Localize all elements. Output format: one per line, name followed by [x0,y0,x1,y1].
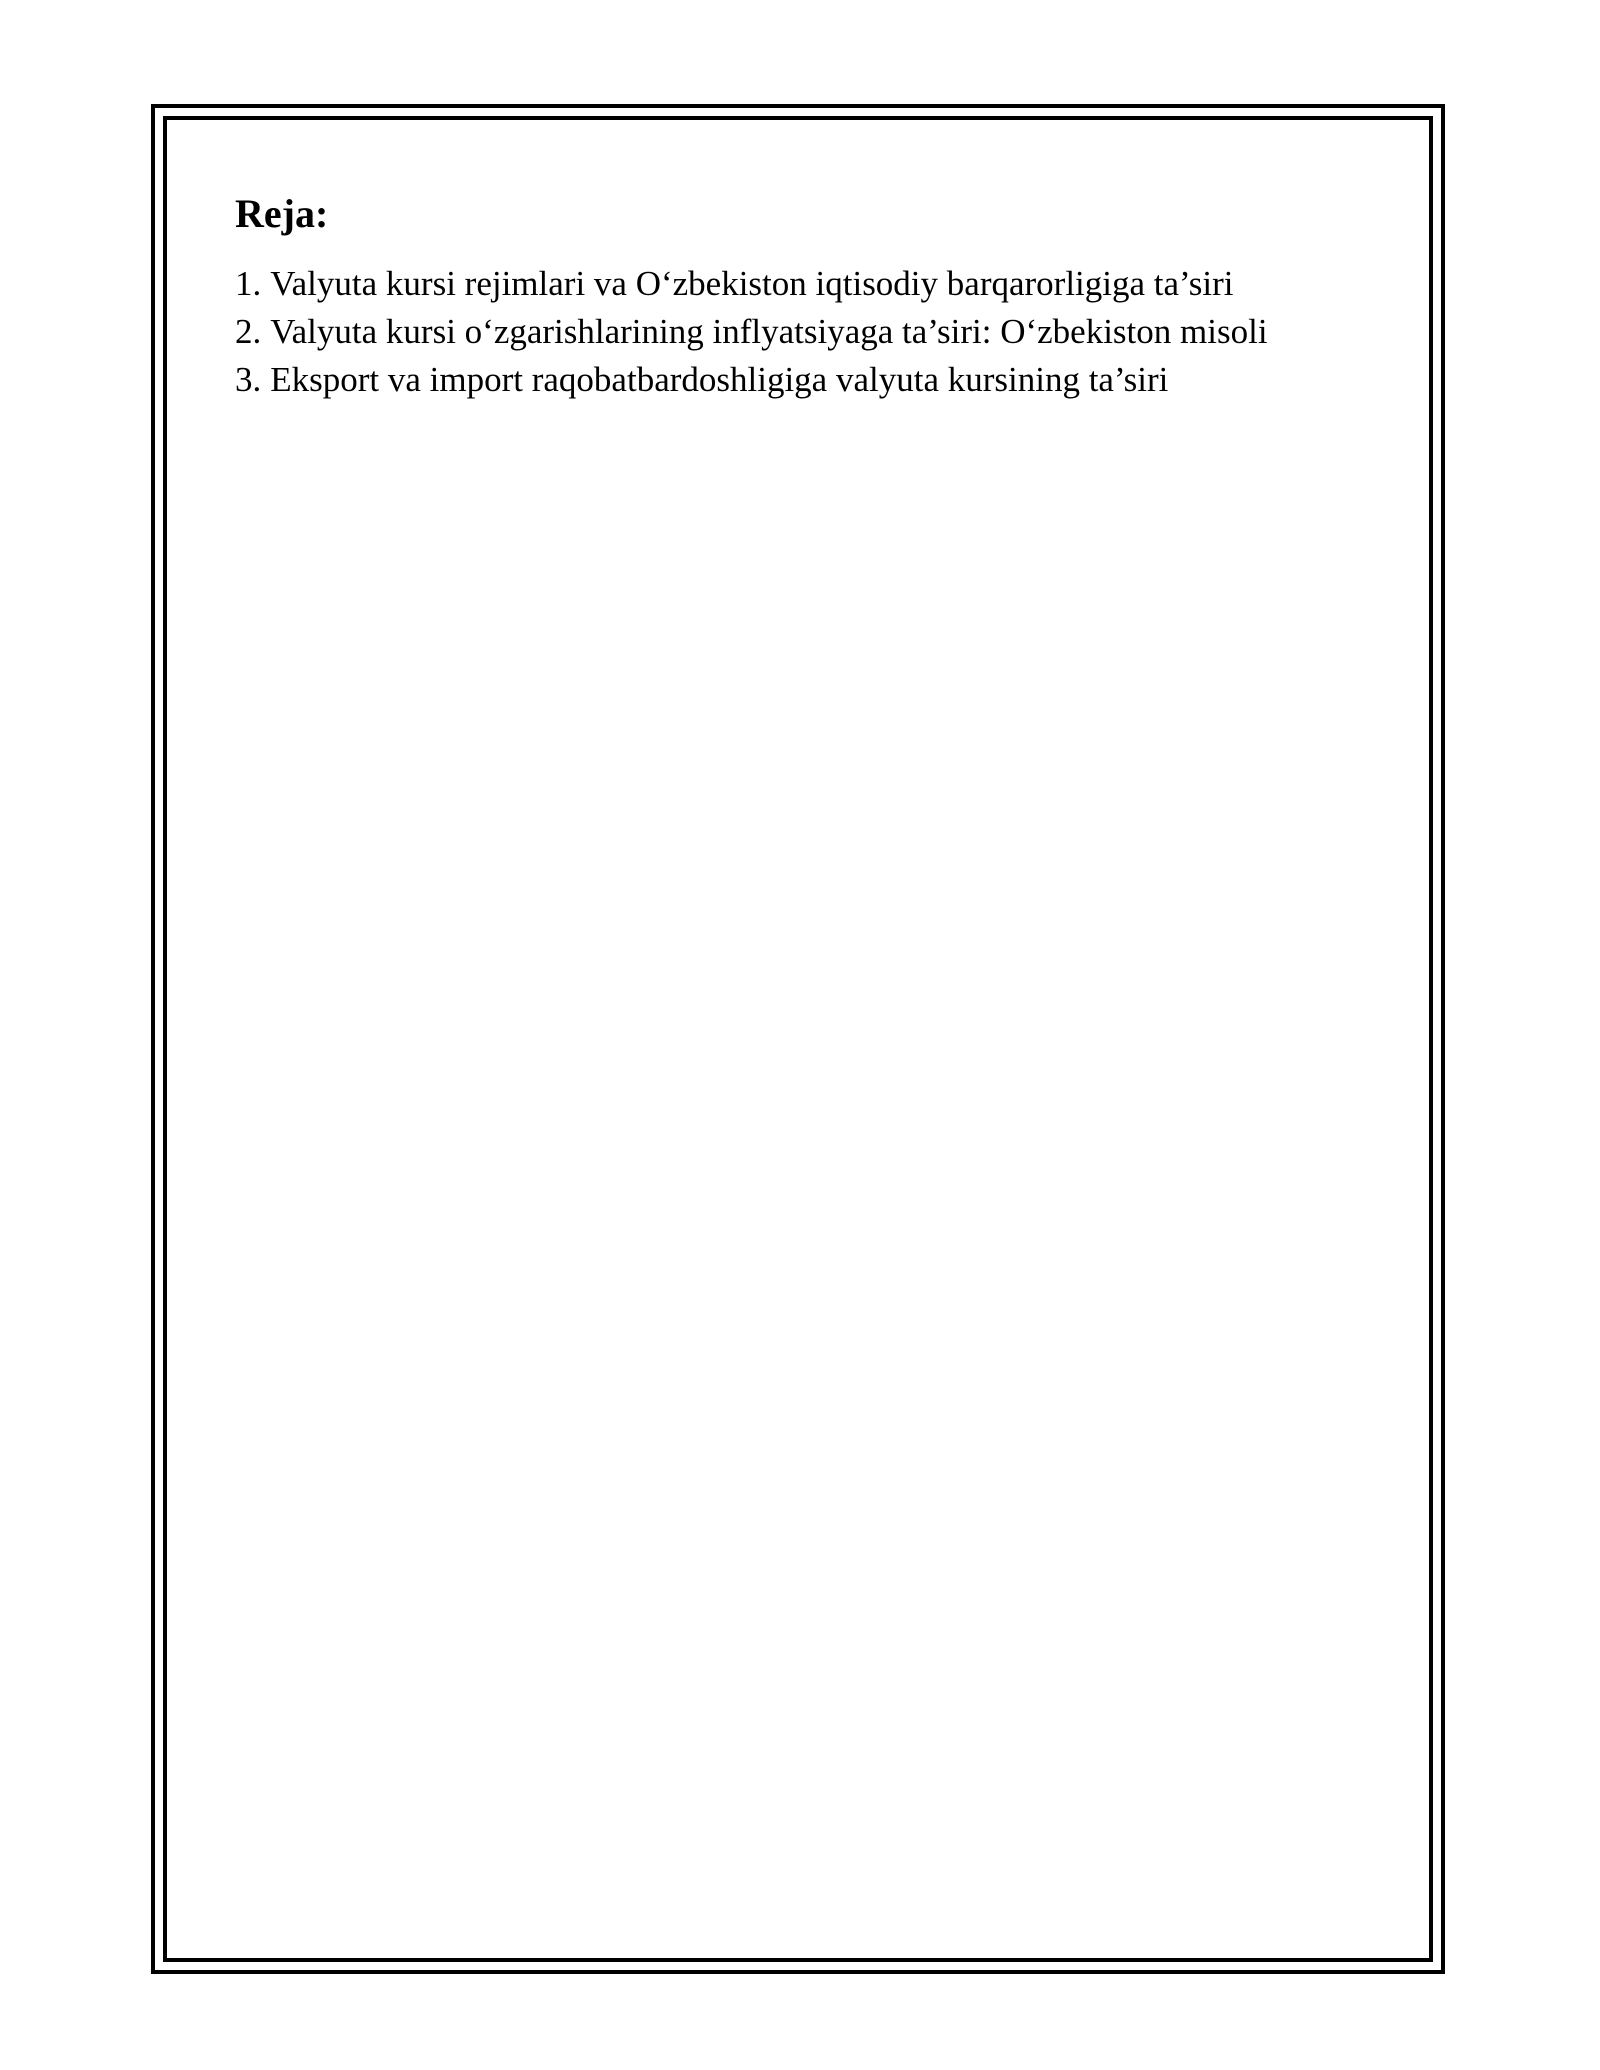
page-content [235,186,1365,404]
plan-item-3 [235,356,1365,404]
plan-item-text: Eksport va import raqobatbardoshligiga valyuta kursining ta’siri [270,360,1169,399]
plan-item-1 [235,260,1365,308]
plan-title: Reja: [235,191,329,236]
plan-item-text: Valyuta kursi o‘zgarishlarining inflyatsiyaga ta’siri: O‘zbekiston misoli [270,312,1268,351]
plan-item-2 [235,308,1365,356]
plan-item-number: 3. [235,360,262,399]
plan-item-number: 2. [235,312,262,351]
plan-item-text: Valyuta kursi rejimlari va O‘zbekiston iqtisodiy barqarorligiga ta’siri [270,264,1234,303]
plan-item-number: 1. [235,264,262,303]
plan-list [235,260,1365,404]
